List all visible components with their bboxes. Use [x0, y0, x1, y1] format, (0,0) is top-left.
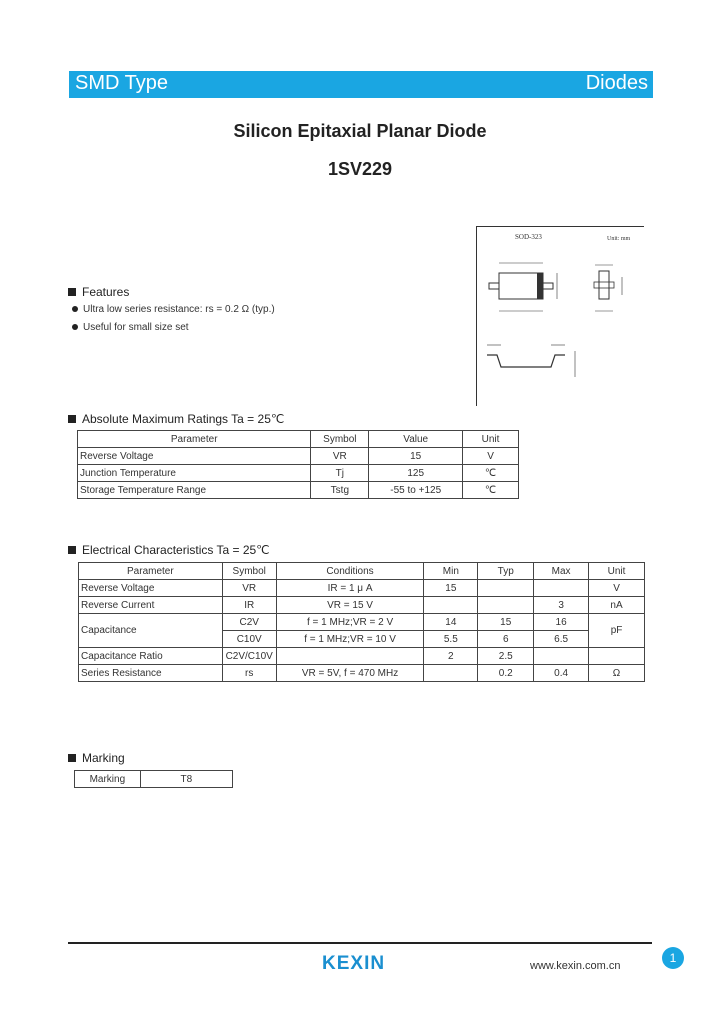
table-cell: 15	[424, 580, 478, 597]
package-outline-diagram	[477, 227, 645, 407]
col-header: Typ	[478, 563, 534, 580]
table-cell: Capacitance	[79, 614, 223, 648]
abs-max-heading-text: Absolute Maximum Ratings Ta = 25℃	[82, 412, 285, 426]
col-header: Min	[424, 563, 478, 580]
col-header: Parameter	[79, 563, 223, 580]
table-cell: VR = 5V, f = 470 MHz	[276, 665, 424, 682]
table-cell: 0.2	[478, 665, 534, 682]
section-square-icon	[68, 754, 76, 762]
table-cell: Ω	[589, 665, 645, 682]
section-square-icon	[68, 546, 76, 554]
col-header: Unit	[589, 563, 645, 580]
table-cell	[424, 597, 478, 614]
table-row	[79, 597, 645, 614]
table-cell: Junction Temperature	[78, 465, 311, 482]
table-cell: 15	[369, 448, 463, 465]
feature-item	[72, 304, 275, 315]
header-banner	[69, 71, 653, 98]
section-square-icon	[68, 288, 76, 296]
table-cell: Reverse Current	[79, 597, 223, 614]
table-cell: V	[589, 580, 645, 597]
table-cell: Reverse Voltage	[79, 580, 223, 597]
table-cell: 125	[369, 465, 463, 482]
col-header: Symbol	[311, 431, 369, 448]
col-header: Symbol	[222, 563, 276, 580]
table-cell: IR = 1 μ A	[276, 580, 424, 597]
col-header: Max	[534, 563, 589, 580]
table-cell	[478, 580, 534, 597]
table-row	[78, 448, 519, 465]
table-cell: 3	[534, 597, 589, 614]
header-product-type: Diodes	[585, 72, 648, 94]
part-number: 1SV229	[327, 159, 393, 179]
marking-value-cell: T8	[140, 771, 232, 788]
footer-url[interactable]: www.kexin.com.cn	[530, 960, 621, 972]
table-cell: C2V	[222, 614, 276, 631]
table-cell: 6	[478, 631, 534, 648]
package-name-label: SOD-323	[515, 233, 542, 241]
bullet-icon	[72, 306, 78, 312]
table-header-row	[78, 431, 519, 448]
table-cell: 0.4	[534, 665, 589, 682]
table-cell: Reverse Voltage	[78, 448, 311, 465]
table-cell: Storage Temperature Range	[78, 482, 311, 499]
header-category: SMD Type	[75, 72, 168, 94]
table-cell: Tstg	[311, 482, 369, 499]
col-header: Value	[369, 431, 463, 448]
package-drawing	[476, 226, 644, 406]
table-cell	[534, 580, 589, 597]
col-header: Unit	[463, 431, 519, 448]
table-cell: 15	[478, 614, 534, 631]
table-cell: f = 1 MHz;VR = 10 V	[276, 631, 424, 648]
footer-divider	[68, 942, 652, 944]
table-cell	[589, 648, 645, 665]
table-cell: -55 to +125	[369, 482, 463, 499]
abs-max-heading	[68, 412, 284, 426]
table-row	[79, 648, 645, 665]
features-heading	[68, 285, 129, 299]
marking-label-cell: Marking	[75, 771, 141, 788]
table-cell: nA	[589, 597, 645, 614]
table-cell: IR	[222, 597, 276, 614]
table-cell: ℃	[463, 465, 519, 482]
table-cell: VR	[311, 448, 369, 465]
table-cell: ℃	[463, 482, 519, 499]
table-cell: 2.5	[478, 648, 534, 665]
table-cell: 16	[534, 614, 589, 631]
marking-table	[74, 770, 233, 788]
page-number-badge: 1	[662, 947, 684, 969]
table-cell: pF	[589, 614, 645, 648]
table-row	[79, 614, 645, 631]
elec-char-table	[78, 562, 645, 682]
table-cell: V	[463, 448, 519, 465]
table-cell: rs	[222, 665, 276, 682]
table-cell: C2V/C10V	[222, 648, 276, 665]
table-cell: VR = 15 V	[276, 597, 424, 614]
abs-max-table	[77, 430, 519, 499]
feature-item-text: Useful for small size set	[83, 322, 189, 333]
elec-heading-text: Electrical Characteristics Ta = 25℃	[82, 543, 270, 557]
table-cell	[534, 648, 589, 665]
package-unit-label: Unit: mm	[607, 236, 631, 242]
table-cell	[478, 597, 534, 614]
col-header: Parameter	[78, 431, 311, 448]
table-header-row	[79, 563, 645, 580]
table-cell: f = 1 MHz;VR = 2 V	[276, 614, 424, 631]
section-square-icon	[68, 415, 76, 423]
table-cell	[276, 648, 424, 665]
features-heading-text: Features	[82, 285, 130, 299]
table-row	[78, 465, 519, 482]
feature-item	[72, 322, 189, 333]
bullet-icon	[72, 324, 78, 330]
elec-heading	[68, 543, 270, 557]
col-header: Conditions	[276, 563, 424, 580]
doc-title: Silicon Epitaxial Planar Diode	[233, 121, 487, 141]
table-row	[79, 580, 645, 597]
table-cell	[424, 665, 478, 682]
marking-heading-text: Marking	[82, 751, 125, 765]
marking-heading	[68, 751, 125, 765]
table-cell: VR	[222, 580, 276, 597]
table-cell: 2	[424, 648, 478, 665]
table-cell: Capacitance Ratio	[79, 648, 223, 665]
table-row	[79, 665, 645, 682]
table-cell: Tj	[311, 465, 369, 482]
feature-item-text: Ultra low series resistance: rs = 0.2 Ω (typ.)	[83, 304, 275, 315]
table-cell: 6.5	[534, 631, 589, 648]
company-logo: KEXIN	[322, 953, 386, 974]
table-cell: 14	[424, 614, 478, 631]
table-row	[78, 482, 519, 499]
table-cell: Series Resistance	[79, 665, 223, 682]
table-cell: 5.5	[424, 631, 478, 648]
table-row	[75, 771, 233, 788]
table-cell: C10V	[222, 631, 276, 648]
